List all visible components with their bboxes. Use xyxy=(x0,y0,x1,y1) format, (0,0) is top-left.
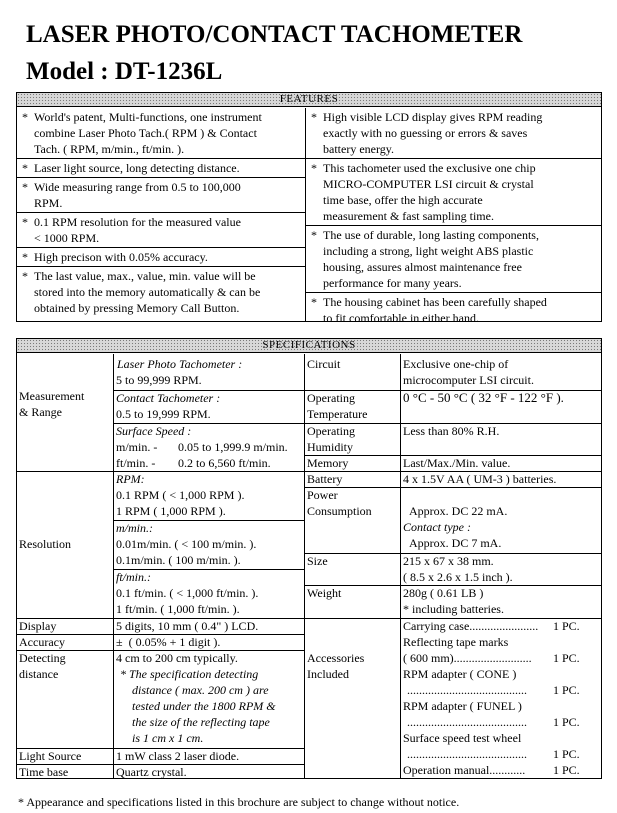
weight-value: 280g ( 0.61 LB ) * including batteries. xyxy=(403,586,504,616)
feature-item-right: * The housing cabinet has been carefully shaped to fit comfortable in either hand. xyxy=(311,295,547,325)
accessory-test-wheel: ........................................ 1 PC. xyxy=(407,747,580,761)
power-label: Power Consumption xyxy=(307,488,372,518)
detecting-note: * The specification detecting distance ( max. 200 cm ) are tested under the 1800 RPM & the size of the reflecting tape is 1 cm x 1 cm. xyxy=(120,667,276,745)
features-section xyxy=(16,92,602,325)
footnote: * Appearance and specifications listed in this brochure are subject to change without notice. xyxy=(18,795,460,809)
resolution-m-min: m/min.: 0.01m/min. ( < 100 m/min. ). 0.1m/min. ( 100 m/min. ). xyxy=(116,521,257,567)
feature-item-right: * The use of durable, long lasting components, including a strong, light weight ABS plastic housing, assures almost maintenance free performance for many years. xyxy=(306,226,601,293)
op-humidity-value: Less than 80% R.H. xyxy=(403,424,500,438)
surface-speed-range: Surface Speed : m/min. - 0.05 to 1,999.9 m/min. ft/min. - 0.2 to 6,560 ft/min. xyxy=(116,424,288,470)
features-header: FEATURES xyxy=(17,93,601,107)
light-source-value: 1 mW class 2 laser diode. xyxy=(116,749,240,763)
accessories-label: Accessories Included xyxy=(307,651,365,681)
specifications-table xyxy=(17,354,601,778)
accuracy-value: ± ( 0.05% + 1 digit ). xyxy=(116,635,221,649)
memory-value: Last/Max./Min. value. xyxy=(403,456,511,470)
battery-label: Battery xyxy=(307,472,343,486)
feature-item-left: * 0.1 RPM resolution for the measured value < 1000 RPM. xyxy=(17,213,305,248)
weight-label: Weight xyxy=(307,586,342,600)
display-value: 5 digits, 10 mm ( 0.4" ) LCD. xyxy=(116,619,259,633)
accessories-list: Carrying case....................... 1 PC. Reflecting tape marks ( 600 mm).......................... 1 PC. RPM adapter ( CONE ) ........................................ 1 PC. RPM adapter ( FUNEL ) ........................................ 1 PC. Surface speed test wheel ........................................ 1 PC. Operation manual............ 1 PC. xyxy=(401,618,601,778)
battery-value: 4 x 1.5V AA ( UM-3 ) batteries. xyxy=(403,472,557,486)
resolution-label: Resolution xyxy=(19,537,72,551)
accessory-cone-adapter: ........................................ 1 PC. xyxy=(407,683,580,697)
display-label: Display xyxy=(19,619,57,633)
features-right-column xyxy=(306,108,601,325)
op-humidity-label: Operating Humidity xyxy=(307,424,355,454)
circuit-value: Exclusive one-chip of microcomputer LSI circuit. xyxy=(403,357,534,387)
detecting-label: Detecting distance xyxy=(19,651,66,681)
resolution-ft-min: ft/min.: 0.1 ft/min. ( < 1,000 ft/min. ). 1 ft/min. ( 1,000 ft/min. ). xyxy=(116,570,259,616)
resolution-rpm: RPM: 0.1 RPM ( < 1,000 RPM ). 1 RPM ( 1,000 RPM ). xyxy=(116,472,245,518)
laser-photo-range: Laser Photo Tachometer : 5 to 99,999 RPM. xyxy=(116,357,243,387)
document-title: LASER PHOTO/CONTACT TACHOMETER xyxy=(26,21,523,48)
accessory-reflecting-tape: ( 600 mm).......................... 1 PC. xyxy=(403,651,580,665)
accessory-manual: Operation manual............ 1 PC. xyxy=(403,763,580,777)
feature-item-left: * Laser light source, long detecting distance. xyxy=(17,159,305,178)
size-label: Size xyxy=(307,554,328,568)
measurement-label: Measurement & Range xyxy=(19,389,85,419)
contact-range: Contact Tachometer : 0.5 to 19,999 RPM. xyxy=(116,391,221,421)
feature-item-left: * The last value, max., value, min. value will be stored into the memory automatically & can be obtained by pressing Memory Call Button. xyxy=(22,269,261,315)
feature-item-left: * Wide measuring range from 0.5 to 100,000 RPM. xyxy=(17,178,305,213)
op-temp-label: Operating Temperature xyxy=(307,391,368,421)
op-temp-value: 0 °C - 50 °C ( 32 °F - 122 °F ). xyxy=(403,390,564,405)
accessory-carrying-case: Carrying case....................... 1 PC. xyxy=(403,619,580,633)
model-title: Model : DT-1236L xyxy=(26,58,223,85)
light-source-label: Light Source xyxy=(19,749,82,763)
accessory-funel-adapter: ........................................ 1 PC. xyxy=(407,715,580,729)
accuracy-label: Accuracy xyxy=(19,635,65,649)
feature-item-left: * World's patent, Multi-functions, one instrument combine Laser Photo Tach.( RPM ) & Contact Tach. ( RPM, m/min., ft/min. ). xyxy=(17,108,305,159)
features-left-column xyxy=(17,108,306,321)
size-value: 215 x 67 x 38 mm. ( 8.5 x 2.6 x 1.5 inch ). xyxy=(403,554,513,584)
power-value: Approx. DC 22 mA. Contact type : Approx. DC 7 mA. xyxy=(403,504,508,550)
time-base-value: Quartz crystal. xyxy=(116,765,187,779)
time-base-label: Time base xyxy=(19,765,69,779)
memory-label: Memory xyxy=(307,456,349,470)
feature-item-left: * High precison with 0.05% accuracy. xyxy=(17,248,305,267)
circuit-label: Circuit xyxy=(307,357,341,371)
detecting-value: 4 cm to 200 cm typically. * The specification detecting distance ( max. 200 cm ) are tested under the 1800 RPM & the size of the reflecting tape is 1 cm x 1 cm. xyxy=(114,650,304,746)
specifications-header: SPECIFICATIONS xyxy=(17,339,601,353)
feature-item-right: * This tachometer used the exclusive one chip MICRO-COMPUTER LSI circuit & crystal time base, offer the high accurate measurement & fast sampling time. xyxy=(306,159,601,226)
specifications-section xyxy=(16,338,602,779)
feature-item-right: * High visible LCD display gives RPM reading exactly with no guessing or errors & saves battery energy. xyxy=(306,108,601,159)
